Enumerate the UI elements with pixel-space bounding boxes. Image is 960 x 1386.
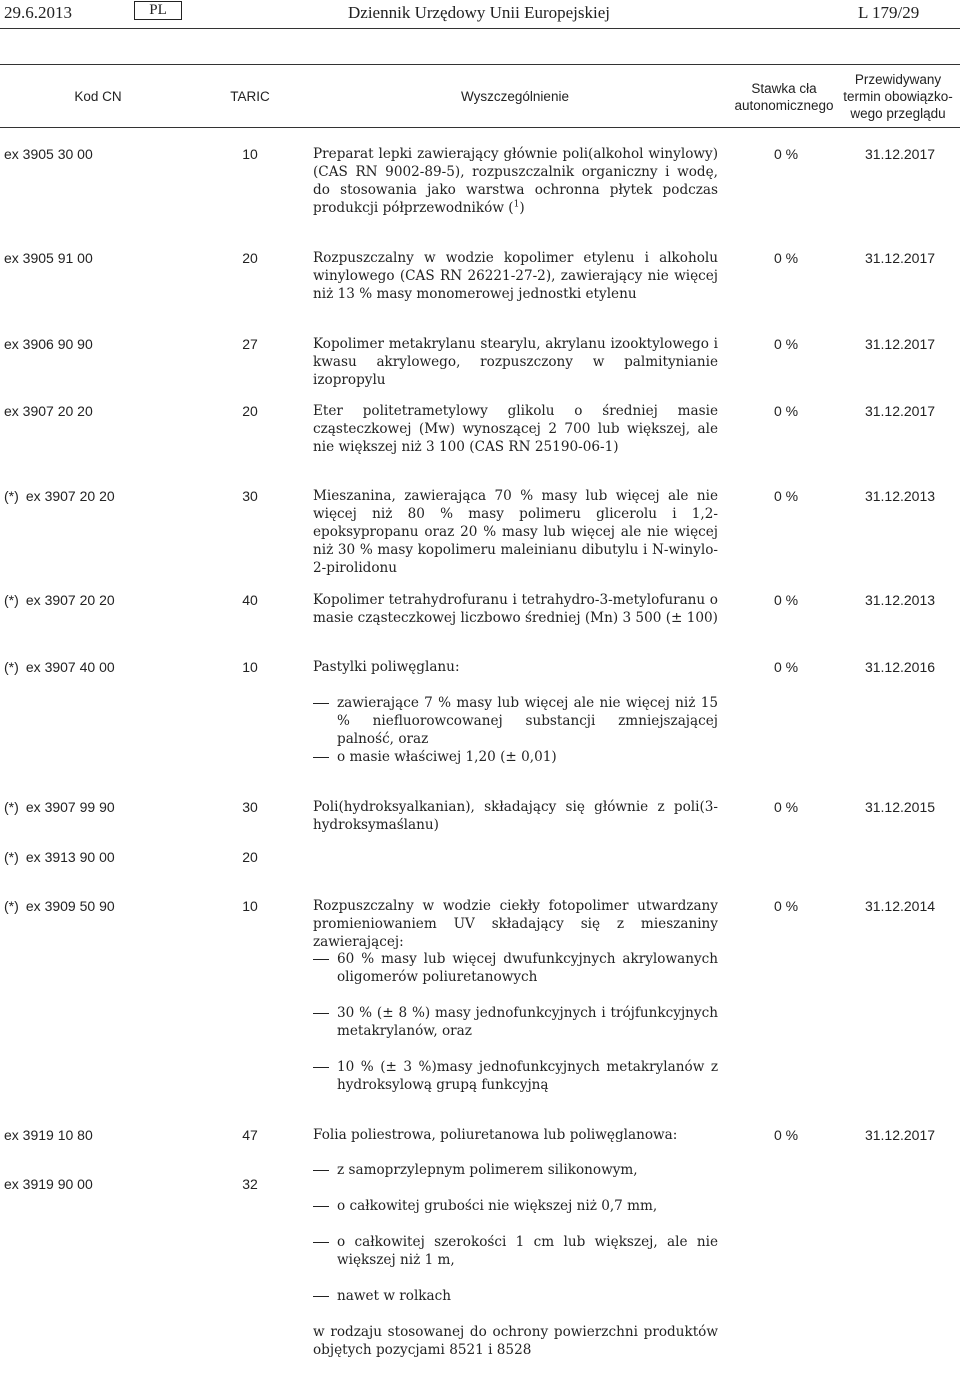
cn-code: ex 3906 90 90 xyxy=(4,336,93,352)
review-date: 31.12.2017 xyxy=(864,250,936,266)
em-dash-marker xyxy=(313,1067,329,1068)
duty-rate: 0 % xyxy=(773,403,799,419)
table-header-rule xyxy=(0,127,960,128)
column-header-taric: TARIC xyxy=(230,89,270,104)
column-header-rate: Stawka cła autonomicznego xyxy=(734,81,834,113)
asterisk-marker: (*) xyxy=(4,898,19,914)
duty-rate: 0 % xyxy=(773,659,799,675)
review-date: 31.12.2013 xyxy=(864,488,936,504)
running-header xyxy=(0,0,960,28)
cn-code: ex 3905 91 00 xyxy=(4,250,93,266)
duty-rate: 0 % xyxy=(773,146,799,162)
description-continuation: w rodzaju stosowanej do ochrony powierzchni produktów objętych pozycjami 8521 i 8528 xyxy=(313,1324,718,1358)
em-dash-marker xyxy=(313,1013,329,1014)
language-box: PL xyxy=(134,1,182,20)
asterisk-marker: (*) xyxy=(4,488,19,504)
column-header-description: Wyszczególnienie xyxy=(461,89,569,104)
em-dash-marker xyxy=(313,1296,329,1297)
duty-rate: 0 % xyxy=(773,336,799,352)
description: Eter politetrametylowy glikolu o średniej masie cząsteczkowej (Mw) wynoszącej 2 700 lub większej, ale nie większej niż 3 100 (CAS RN 25190-06-1) xyxy=(313,403,718,455)
duty-rate: 0 % xyxy=(773,592,799,608)
cn-code: (*) ex 3907 20 20 xyxy=(4,488,115,504)
taric-code: 10 xyxy=(242,898,258,914)
taric-code: 27 xyxy=(242,336,258,352)
cn-code: (*) ex 3909 50 90 xyxy=(4,898,115,914)
review-date: 31.12.2013 xyxy=(864,592,936,608)
publication-date: 29.6.2013 xyxy=(4,3,72,22)
description: Pastylki poliwęglanu: xyxy=(313,659,460,675)
review-date: 31.12.2016 xyxy=(864,659,936,675)
duty-rate: 0 % xyxy=(773,799,799,815)
duty-rate: 0 % xyxy=(773,898,799,914)
taric-code: 10 xyxy=(242,659,258,675)
taric-code: 32 xyxy=(242,1176,258,1192)
review-date: 31.12.2014 xyxy=(864,898,936,914)
taric-code: 20 xyxy=(242,250,258,266)
description: Poli(hydroksyalkanian), składający się głównie z poli(3-hydroksymaślanu) xyxy=(313,799,718,833)
duty-rate: 0 % xyxy=(773,1127,799,1143)
description: Folia poliestrowa, poliuretanowa lub poliwęglanowa: xyxy=(313,1127,678,1143)
page-reference: L 179/29 xyxy=(858,3,920,22)
em-dash-marker xyxy=(313,757,329,758)
asterisk-marker: (*) xyxy=(4,659,19,675)
description: Rozpuszczalny w wodzie ciekły fotopolimer utwardzany promieniowaniem UV składający się z mieszaniny zawierającej: xyxy=(313,898,718,950)
taric-code: 30 xyxy=(242,799,258,815)
em-dash-marker xyxy=(313,959,329,960)
cn-code: ex 3907 20 20 xyxy=(4,403,93,419)
header-rule xyxy=(0,28,960,29)
description: Preparat lepki zawierający głównie poli(alkohol winylowy) (CAS RN 9002-89-5), rozpuszczalnik organiczny i wodę, do stosowania jako warstwa ochronna płytek podczas produkcji półprzewodników ($^1$) xyxy=(313,146,718,216)
em-dash-marker xyxy=(313,1206,329,1207)
review-date: 31.12.2017 xyxy=(864,336,936,352)
taric-code: 40 xyxy=(242,592,258,608)
taric-code: 30 xyxy=(242,488,258,504)
cn-code: (*) ex 3907 20 20 xyxy=(4,592,115,608)
column-header-review-term: Przewidywany termin obowiązko- wego przeglądu xyxy=(843,72,953,121)
taric-code: 47 xyxy=(242,1127,258,1143)
taric-code: 20 xyxy=(242,849,258,865)
cn-code: (*) ex 3907 99 90 xyxy=(4,799,115,815)
document-page: 29.6.2013 PL Dziennik Urzędowy Unii Europejskiej L 179/29 Kod CN TARIC Wyszczególnienie Stawka cła autonomicznego Przewidywany termin obowiązko- wego przeglądu ex 3905 30 00 10 Preparat lepki zawierający głównie poli(alkohol winylowy) (CAS RN 9002-89-5), rozpuszczalnik organiczny i wodę, do stosowania jako warstwa ochronna płytek podczas produkcji półprzewodników ($^1$) 0 % 31.12.2017 ex 3905 91 00 20 Rozpuszczalny w wodzie kopolimer etylenu i alkoholu winylowego (CAS RN 26221-27-2), zawierający nie więcej niż 13 % masy monomerowej jednostki etylenu 0 % 31.12.2017 ex 3906 90 90 27 Kopolimer metakrylanu stearylu, akrylanu izooktylowego i kwasu akrylowego, rozpuszczony w palmitynianie izopropylu 0 % 31.12.2017 ex 3907 20 20 20 Eter politetrametylowy glikolu o średniej masie cząsteczkowej (Mw) wynoszącej 2 700 lub większej, ale nie większej niż 3 100 (CAS RN 25190-06-1) 0 % 31.12.2017 (*) ex 3907 20 20 30 Mieszanina, zawierająca 70 % masy lub więcej ale nie więcej niż 80 % masy polimeru glicerolu i 1,2-epoksypropanu oraz 20 % masy lub więcej ale nie więcej niż 30 % masy kopolimeru maleinianu dibutylu i N-winylo-2-pirolidonu 0 % 31.12.2013 (*) ex 3907 20 20 40 Kopolimer tetrahydrofuranu i tetrahydro-3-metylofuranu o masie cząsteczkowej liczbowo średniej (Mn) 3 500 (± 100) 0 % 31.12.2013 (*) ex 3907 40 00 10 Pastylki poliwęglanu: 0 % 31.12.2016 zawierające 7 % masy lub więcej ale nie więcej niż 15 % niefluorowcowanej substancji zmniejszającej palność, oraz o masie właściwej 1,20 (± 0,01) (*) ex 3907 99 90 30 Poli(hydroksyalkanian), składający się głównie z poli(3-hydroksymaślanu) 0 % 31.12.2015 (*) ex 3913 90 00 20 (*) ex 3909 50 90 10 Rozpuszczalny w wodzie ciekły fotopolimer utwardzany promieniowaniem UV składający się z mieszaniny zawierającej: 0 % 31.12.2014 60 % masy lub więcej dwufunkcyjnych akrylowanych oligomerów poliuretanowych 30 % (± 8 %) masy jednofunkcyjnych i trójfunkcyjnych metakrylanów, oraz 10 % (± 3 %)masy jednofunkcyjnych metakrylanów z hydroksylową grupą funkcyjną ex 3919 10 80 47 Folia poliestrowa, poliuretanowa lub poliwęglanowa: 0 % 31.12.2017 ex 3919 90 00 32 z samoprzylepnym polimerem silikonowym, o całkowitej grubości nie większej niż 0,7 mm, o całkowitej szerokości 1 cm lub większej, ale nie większej niż 1 m, nawet w rolkach w rodzaju stosowanej do ochrony powierzchni produktów objętych pozycjami 8521 i 8528 xyxy=(0,0,960,1386)
review-date: 31.12.2017 xyxy=(864,146,936,162)
cn-code: ex 3905 30 00 xyxy=(4,146,93,162)
table-top-rule xyxy=(0,64,960,65)
description: Mieszanina, zawierająca 70 % masy lub więcej ale nie więcej niż 80 % masy polimeru glicerolu i 1,2-epoksypropanu oraz 20 % masy lub więcej ale nie więcej niż 30 % masy kopolimeru maleinianu dibutylu i N-winylo-2-pirolidonu xyxy=(313,488,718,576)
asterisk-marker: (*) xyxy=(4,592,19,608)
review-date: 31.12.2017 xyxy=(864,1127,936,1143)
asterisk-marker: (*) xyxy=(4,799,19,815)
cn-code: (*) ex 3907 40 00 xyxy=(4,659,115,675)
description: Rozpuszczalny w wodzie kopolimer etylenu i alkoholu winylowego (CAS RN 26221-27-2), zawierający nie więcej niż 13 % masy monomerowej jednostki etylenu xyxy=(313,250,718,302)
duty-rate: 0 % xyxy=(773,488,799,504)
asterisk-marker: (*) xyxy=(4,849,19,865)
cn-code: ex 3919 90 00 xyxy=(4,1176,93,1192)
review-date: 31.12.2017 xyxy=(864,403,936,419)
cn-code: (*) ex 3913 90 00 xyxy=(4,849,115,865)
taric-code: 20 xyxy=(242,403,258,419)
column-header-cn: Kod CN xyxy=(74,89,122,104)
footnote-ref: 1 xyxy=(513,199,520,210)
duty-rate: 0 % xyxy=(773,250,799,266)
em-dash-marker xyxy=(313,1170,329,1171)
journal-title: Dziennik Urzędowy Unii Europejskiej xyxy=(348,3,611,22)
em-dash-marker xyxy=(313,1242,329,1243)
review-date: 31.12.2015 xyxy=(864,799,936,815)
em-dash-marker xyxy=(313,703,329,704)
description: Kopolimer metakrylanu stearylu, akrylanu izooktylowego i kwasu akrylowego, rozpuszczony w palmitynianie izopropylu xyxy=(313,336,718,388)
description: Kopolimer tetrahydrofuranu i tetrahydro-3-metylofuranu o masie cząsteczkowej liczbowo średniej (Mn) 3 500 (± 100) xyxy=(313,592,718,626)
taric-code: 10 xyxy=(242,146,258,162)
cn-code: ex 3919 10 80 xyxy=(4,1127,93,1143)
